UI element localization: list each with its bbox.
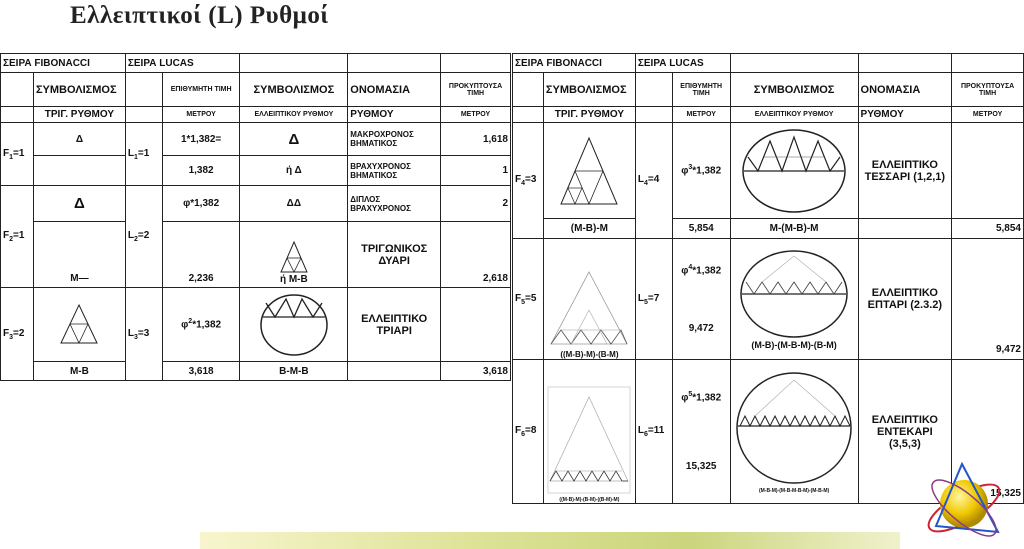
- header-result-value: ΠΡΟΚΥΠΤΟΥΣΑ ΤΙΜΗ: [952, 73, 1024, 107]
- result-cell: 2,618: [441, 222, 511, 288]
- header-symbolism-2: ΣΥΜΒΟΛΙΣΜΟΣ: [240, 73, 348, 107]
- rhythm-name-cell: ΕΛΛΕΙΠΤΙΚΟ ΕΠΤΑΡΙ (2.3.2): [858, 239, 952, 360]
- lucas-cell-l2: $L_2=2$: [125, 186, 162, 288]
- elliptic-diagram-cell: [240, 288, 348, 362]
- elliptic-diagram-cell: [730, 123, 858, 219]
- triangle-diagram-icon: [546, 385, 632, 497]
- triangle-diagram-cell: [543, 360, 635, 504]
- header-symbolism-2: ΣΥΜΒΟΛΙΣΜΟΣ: [730, 73, 858, 107]
- elliptic-symbol-cell: B-M-B: [240, 362, 348, 381]
- sphere-logo-icon: [918, 456, 1010, 546]
- triangle-diagram-cell: [33, 288, 125, 362]
- header-meter: ΜΕΤΡΟΥ: [672, 107, 730, 123]
- elliptic-symbol-caption: (M-B-M)-(M-B-M-B-M)-(M-B-M): [758, 487, 830, 494]
- header-lucas: ΣΕΙΡΑ LUCAS: [635, 54, 730, 73]
- value-number: 15,325: [685, 461, 717, 473]
- fib-cell-f3: $F_3=2$: [1, 288, 34, 381]
- header-meter-2: ΜΕΤΡΟΥ: [441, 107, 511, 123]
- value-cell: $\varphi^3*1,382$: [672, 123, 730, 219]
- header-elliptic-rhythm: ΕΛΛΕΙΠΤΙΚΟΥ ΡΥΘΜΟΥ: [240, 107, 348, 123]
- header-symbolism: ΣΥΜΒΟΛΙΣΜΟΣ: [33, 73, 125, 107]
- symbol-cell: Δ: [33, 123, 125, 156]
- rhythm-name-cell: ΤΡΙΓΩΝΙΚΟΣ ΔΥΑΡΙ: [348, 222, 441, 288]
- result-cell: 1: [441, 156, 511, 186]
- result-cell: 15,325: [952, 360, 1024, 504]
- elliptic-symbol-cell: ή Δ: [240, 156, 348, 186]
- value-cell: φ*1,382: [162, 186, 240, 222]
- ellipse-diagram-icon: [740, 127, 848, 215]
- fib-cell-f2: $F_2=1$: [1, 186, 34, 288]
- ellipse-diagram-icon: [738, 248, 850, 340]
- lucas-cell-l4: $L_4=4$: [635, 123, 672, 239]
- fib-cell-f6: $F_6=8$: [513, 360, 544, 504]
- elliptic-symbol-cell: ΔΔ: [240, 186, 348, 222]
- header-name: ΟΝΟΜΑΣΙΑ: [348, 73, 441, 107]
- result-cell: 9,472: [952, 239, 1024, 360]
- header-rhythm: ΡΥΘΜΟΥ: [858, 107, 952, 123]
- value-cell: 5,854: [672, 219, 730, 239]
- value-cell: 1,382: [162, 156, 240, 186]
- lucas-cell-l3: $L_3=3$: [125, 288, 162, 381]
- header-fibonacci: ΣΕΙΡΑ FIBONACCI: [1, 54, 126, 73]
- elliptic-diagram-cell: [730, 360, 858, 504]
- ellipse-diagram-icon: [734, 370, 854, 488]
- decorative-bottom-bar: [200, 532, 900, 549]
- triangle-diagram-icon: [559, 136, 619, 206]
- header-name: ΟΝΟΜΑΣΙΑ: [858, 73, 952, 107]
- value-number: 9,472: [688, 322, 714, 334]
- rhythm-name-cell: ΕΛΛΕΙΠΤΙΚΟ ΤΡΙΑΡΙ: [348, 288, 441, 362]
- header-symbolism: ΣΥΜΒΟΛΙΣΜΟΣ: [543, 73, 635, 107]
- ellipse-diagram-icon: [258, 293, 330, 357]
- header-desired-value: ΕΠΙΘΥΜΗΤΗ ΤΙΜΗ: [162, 73, 240, 107]
- triangle-diagram-icon: [547, 266, 631, 350]
- left-rhythm-table: [0, 53, 511, 381]
- header-triangular-rhythm: ΤΡΙΓ. ΡΥΘΜΟΥ: [543, 107, 635, 123]
- elliptic-symbol-cell: M-(M-B)-M: [730, 219, 858, 239]
- slide-title: Ελλειπτικοί (L) Ρυθμοί: [70, 2, 329, 29]
- fib-cell-f5: $F_5=5$: [513, 239, 544, 360]
- rhythm-name-cell: ΕΛΛΕΙΠΤΙΚΟ ΕΝΤΕΚΑΡΙ (3,5,3): [858, 360, 952, 504]
- right-rhythm-table: [512, 53, 1024, 504]
- fib-cell-f4: $F_4=3$: [513, 123, 544, 239]
- value-cell: $\varphi^4*1,382$ 9,472: [672, 239, 730, 360]
- symbol-cell: Δ: [33, 186, 125, 222]
- header-rhythm: ΡΥΘΜΟΥ: [348, 107, 441, 123]
- value-cell: 2,236: [162, 222, 240, 288]
- result-cell: 5,854: [952, 219, 1024, 239]
- symbol-cell: M-B: [33, 362, 125, 381]
- elliptic-diagram-cell: [730, 239, 858, 360]
- symbol-cell: (M-B)-M: [543, 219, 635, 239]
- value-cell: 3,618: [162, 362, 240, 381]
- rhythm-name-cell: ΜΑΚΡΟΧΡΟΝΟΣ ΒΗΜΑΤΙΚΟΣ: [348, 123, 441, 156]
- triangle-pair-icon: [279, 240, 309, 274]
- header-meter-2: ΜΕΤΡΟΥ: [952, 107, 1024, 123]
- triangle-diagram-cell: [543, 239, 635, 360]
- header-result-value: ΠΡΟΚΥΠΤΟΥΣΑ ΤΙΜΗ: [441, 73, 511, 107]
- result-cell: 3,618: [441, 362, 511, 381]
- value-cell: $\varphi^2*1,382$: [162, 288, 240, 362]
- elliptic-symbol-cell: ή M-B: [240, 222, 348, 288]
- value-cell: $\varphi^5*1,382$ 15,325: [672, 360, 730, 504]
- header-fibonacci: ΣΕΙΡΑ FIBONACCI: [513, 54, 636, 73]
- header-elliptic-rhythm: ΕΛΛΕΙΠΤΙΚΟΥ ΡΥΘΜΟΥ: [730, 107, 858, 123]
- result-cell: 1,618: [441, 123, 511, 156]
- header-meter: ΜΕΤΡΟΥ: [162, 107, 240, 123]
- lucas-cell-l6: $L_6=11$: [635, 360, 672, 504]
- rhythm-name-cell: ΒΡΑΧΥΧΡΟΝΟΣ ΒΗΜΑΤΙΚΟΣ: [348, 156, 441, 186]
- rhythm-name-cell: ΕΛΛΕΙΠΤΙΚΟ ΤΕΣΣΑΡΙ (1,2,1): [858, 123, 952, 219]
- elliptic-symbol-caption: (M-B)-(M-B-M)-(B-M): [751, 340, 837, 350]
- header-triangular-rhythm: ΤΡΙΓ. ΡΥΘΜΟΥ: [33, 107, 125, 123]
- symbol-caption: ((M-B)-M)-(B-M): [560, 350, 619, 359]
- value-cell: 1*1,382=: [162, 123, 240, 156]
- fib-cell-f1: $F_1=1$: [1, 123, 34, 186]
- header-lucas: ΣΕΙΡΑ LUCAS: [125, 54, 240, 73]
- lucas-cell-l5: $L_5=7$: [635, 239, 672, 360]
- symbol-cell: M—: [33, 222, 125, 288]
- elliptic-symbol-cell: Δ: [240, 123, 348, 156]
- triangle-diagram-icon: [59, 303, 99, 347]
- result-cell: 2: [441, 186, 511, 222]
- header-desired-value: ΕΠΙΘΥΜΗΤΗ ΤΙΜΗ: [672, 73, 730, 107]
- triangle-diagram-cell: [543, 123, 635, 219]
- lucas-cell-l1: $L_1=1$: [125, 123, 162, 186]
- rhythm-name-cell: ΔΙΠΛΟΣ ΒΡΑΧΥΧΡΟΝΟΣ: [348, 186, 441, 222]
- symbol-caption: ((M-B)-M)-(B-M)-((B-M)-M): [559, 497, 620, 503]
